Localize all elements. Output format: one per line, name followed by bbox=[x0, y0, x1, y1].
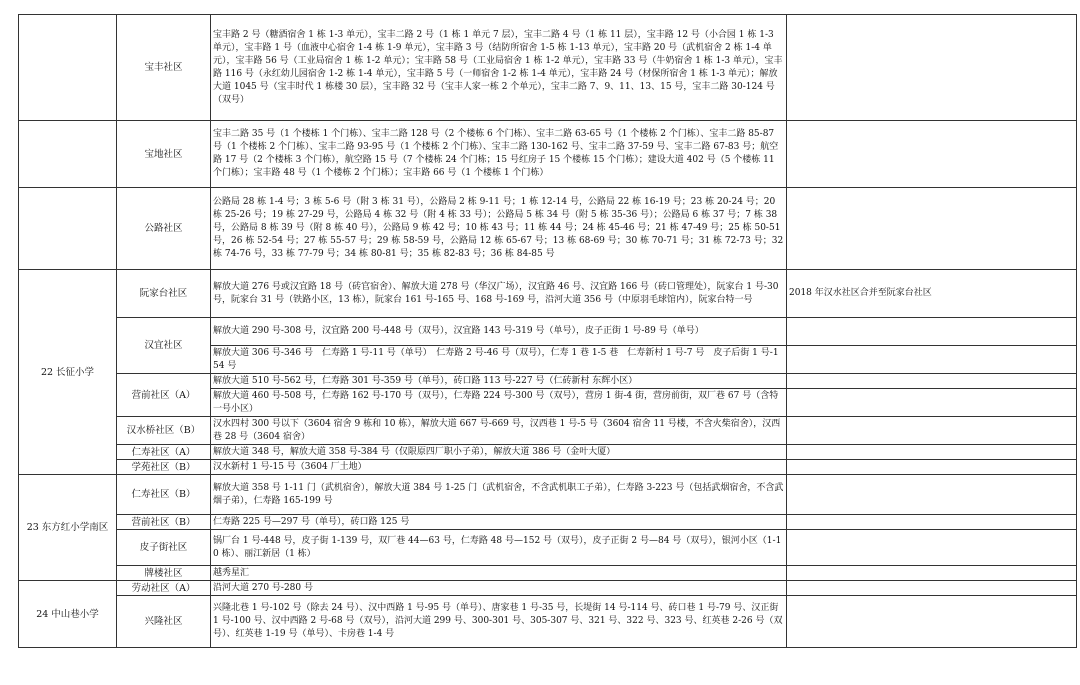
note-cell bbox=[787, 389, 1077, 417]
community-cell: 阮家台社区 bbox=[117, 270, 211, 318]
note-cell bbox=[787, 346, 1077, 374]
address-cell: 公路局 28 栋 1-4 号；3 栋 5-6 号（附 3 栋 31 号），公路局 2 栋 9-11 号；1 栋 12-14 号，公路局 22 栋 16-19 号；23 栋 20-24 号；20 栋 25-26 号；19 栋 27-29 号，公路局 4 栋 32 号（附 4 栋 33 号）；公路局 5 栋 34 号（附 5 栋 35-36 号）；公路局 6 栋 37 号；7 栋 38 号，公路局 8 栋 39 号（附 8 栋 40 号），公路局 9 栋 42 号；10 栋 43 号；11 栋 44 号；24 栋 45-46 号；21 栋 47-49 号；25 栋 50-51 号，26 栋 52-54 号；27 栋 55-57 号；29 栋 58-59 号，公路局 12 栋 65-67 号；13 栋 68-69 号；30 栋 70-71 号；31 栋 72-73 号；32 栋 74-76 号，33 栋 77-79 号；34 栋 80-81 号；35 栋 82-83 号；36 栋 84-85 号 bbox=[211, 188, 787, 270]
note-cell bbox=[787, 475, 1077, 515]
community-cell: 公路社区 bbox=[117, 188, 211, 270]
table-row bbox=[19, 374, 1077, 389]
table-row bbox=[19, 445, 1077, 460]
community-cell: 营前社区（A） bbox=[117, 374, 211, 417]
address-table bbox=[18, 14, 1077, 648]
community-cell: 营前社区（B） bbox=[117, 515, 211, 530]
address-cell: 解放大道 358 号 1-11 门（武机宿舍），解放大道 384 号 1-25 门（武机宿舍，不含武机职工子弟），仁寿路 3-223 号（包括武烟宿舍，不含武烟子弟），仁寿路 165-199 号 bbox=[211, 475, 787, 515]
table-row bbox=[19, 515, 1077, 530]
school-name: 24 中山巷小学 bbox=[19, 581, 117, 648]
note-cell bbox=[787, 121, 1077, 188]
table-row bbox=[19, 15, 1077, 121]
table-row bbox=[19, 121, 1077, 188]
note-cell bbox=[787, 188, 1077, 270]
community-cell: 学苑社区（B） bbox=[117, 460, 211, 475]
community-cell: 汉水桥社区（B） bbox=[117, 417, 211, 445]
note-cell bbox=[787, 530, 1077, 566]
note-cell bbox=[787, 581, 1077, 596]
community-cell: 劳动社区（A） bbox=[117, 581, 211, 596]
note-cell bbox=[787, 596, 1077, 648]
address-cell: 解放大道 276 号或汉宜路 18 号（砖官宿舍）、解放大道 278 号（华汉广场），汉宜路 46 号、汉宜路 166 号（砖口管理处），阮家台 1 号-30 号，阮家台 31 号（铁路小区，13 栋），阮家台 161 号-165 号、168 号-169 号，沿河大道 356 号（中原羽毛球馆内），阮家台特一号 bbox=[211, 270, 787, 318]
school-cell bbox=[19, 121, 117, 188]
community-cell: 仁寿社区（B） bbox=[117, 475, 211, 515]
note-cell bbox=[787, 460, 1077, 475]
note-cell bbox=[787, 566, 1077, 581]
table-row bbox=[19, 188, 1077, 270]
address-cell: 兴隆北巷 1 号-102 号（除去 24 号）、汉中西路 1 号-95 号（单号）、唐家巷 1 号-35 号，长堤街 14 号-114 号、砖口巷 1 号-79 号、汉正街 1 号-100 号、汉中西路 2 号-68 号（双号），沿河大道 299 号、300-301 号、305-307 号、321 号、322 号、323 号、红英巷 2-26 号（双号）、红英巷 1-19 号（单号）、卡房巷 1-4 号 bbox=[211, 596, 787, 648]
note-cell bbox=[787, 374, 1077, 389]
table-row bbox=[19, 270, 1077, 318]
address-cell: 仁寿路 225 号—297 号（单号），砖口路 125 号 bbox=[211, 515, 787, 530]
address-cell: 锅厂台 1 号-448 号，皮子街 1-139 号，双厂巷 44—63 号，仁寿路 48 号—152 号（双号），皮子正街 2 号—84 号（双号），银河小区（1-10 栋）、丽江新居（1 栋） bbox=[211, 530, 787, 566]
address-cell: 沿河大道 270 号-280 号 bbox=[211, 581, 787, 596]
address-cell: 解放大道 290 号-308 号，汉宜路 200 号-448 号（双号），汉宜路 143 号-319 号（单号），皮子正街 1 号-89 号（单号） bbox=[211, 318, 787, 346]
address-cell: 解放大道 306 号-346 号 仁寿路 1 号-11 号（单号） 仁寿路 2 号-46 号（双号），仁寿 1 巷 1-5 巷 仁寿新村 1 号-7 号 皮子后街 1 号-154 号 bbox=[211, 346, 787, 374]
address-cell: 汉水四村 300 号以下（3604 宿舍 9 栋和 10 栋），解放大道 667 号-669 号，汉西巷 1 号-5 号（3604 宿舍 11 号楼，不含火柴宿舍），汉西巷 28 号（3604 宿舍） bbox=[211, 417, 787, 445]
community-cell: 宝地社区 bbox=[117, 121, 211, 188]
table-row bbox=[19, 460, 1077, 475]
school-name: 23 东方红小学南区 bbox=[19, 475, 117, 581]
address-cell: 宝丰路 2 号（糖酒宿舍 1 栋 1-3 单元），宝丰二路 2 号（1 栋 1 单元 7 层），宝丰二路 4 号（1 栋 11 层），宝丰路 12 号（小合园 1 栋 1-3 单元），宝丰路 1 号（血液中心宿舍 1-4 栋 1-9 单元），宝丰路 3 号（结防所宿舍 1-5 栋 1-13 单元），宝丰路 20 号（武机宿舍 2 栋 1-4 单元），宝丰路 56 号（工业局宿舍 1 栋 1-2 单元）；宝丰路 58 号（工业局宿舍 1 栋 1-2 单元），宝丰路 33 号（牛奶宿舍 1 栋 1-3 单元），宝丰路 116 号（永红幼儿园宿舍 1-2 栋 1-4 单元），宝丰路 5 号（一师宿舍 1-2 栋 1-4 单元），宝丰路 24 号（材保所宿舍 1 栋 1-3 单元）；解放大道 1045 号（宝丰时代 1 栋楼 30 层），宝丰路 32 号（宝丰人家一栋 2 个单元），宝丰二路 7、9、11、13、15 号，宝丰二路 30-124 号（双号） bbox=[211, 15, 787, 121]
note-cell bbox=[787, 15, 1077, 121]
note-cell bbox=[787, 445, 1077, 460]
community-cell: 汉宜社区 bbox=[117, 318, 211, 374]
table-row bbox=[19, 581, 1077, 596]
community-cell: 仁寿社区（A） bbox=[117, 445, 211, 460]
note-cell bbox=[787, 515, 1077, 530]
table-row bbox=[19, 417, 1077, 445]
table-row bbox=[19, 530, 1077, 566]
community-cell: 兴隆社区 bbox=[117, 596, 211, 648]
address-cell: 越秀星汇 bbox=[211, 566, 787, 581]
table-row bbox=[19, 475, 1077, 515]
table-row bbox=[19, 596, 1077, 648]
community-cell: 皮子街社区 bbox=[117, 530, 211, 566]
note-cell: 2018 年汉水社区合并至阮家台社区 bbox=[787, 270, 1077, 318]
note-cell bbox=[787, 318, 1077, 346]
address-cell: 解放大道 460 号-508 号，仁寿路 162 号-170 号（双号），仁寿路 224 号-300 号（双号），营房 1 街-4 街，营房前街，双厂巷 67 号（含特一号小区） bbox=[211, 389, 787, 417]
address-cell: 汉水新村 1 号-15 号（3604 厂土地） bbox=[211, 460, 787, 475]
school-cell bbox=[19, 188, 117, 270]
table-row bbox=[19, 566, 1077, 581]
address-cell: 解放大道 510 号-562 号，仁寿路 301 号-359 号（单号），砖口路 113 号-227 号（仁砖新村 东辉小区） bbox=[211, 374, 787, 389]
school-cell bbox=[19, 15, 117, 121]
address-cell: 解放大道 348 号，解放大道 358 号-384 号（仅限原四厂职小子弟），解放大道 386 号（金叶大厦） bbox=[211, 445, 787, 460]
address-cell: 宝丰二路 35 号（1 个楼栋 1 个门栋）、宝丰二路 128 号（2 个楼栋 6 个门栋）、宝丰二路 63-65 号（1 个楼栋 2 个门栋）、宝丰二路 85-87 号（1 个楼栋 2 个门栋）、宝丰二路 93-95 号（1 个楼栋 2 个门栋）、宝丰二路 130-162 号、宝丰二路 37-59 号、宝丰二路 67-83 号；航空路 17 号（2 个楼栋 3 个门栋），航空路 15 号（7 个楼栋 24 个门栋；15 号红房子 15 个楼栋 15 个门栋）；建设大道 402 号（5 个楼栋 11 个门栋）；宝丰路 48 号（1 个楼栋 2 个门栋）；宝丰路 66 号（1 个楼栋 1 个门栋） bbox=[211, 121, 787, 188]
school-name: 22 长征小学 bbox=[19, 270, 117, 475]
note-cell bbox=[787, 417, 1077, 445]
community-cell: 宝丰社区 bbox=[117, 15, 211, 121]
community-cell: 牌楼社区 bbox=[117, 566, 211, 581]
table-row bbox=[19, 318, 1077, 346]
